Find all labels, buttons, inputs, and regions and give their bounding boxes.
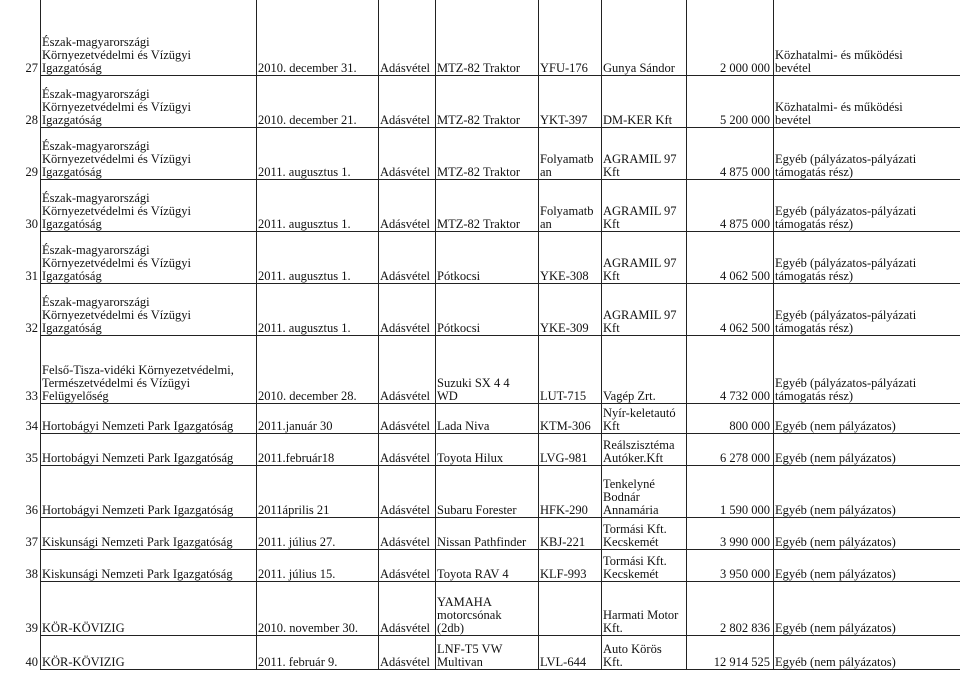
cell-vehicle: Pótkocsi [437, 321, 481, 335]
cell-transaction-type: Adásvétel [380, 217, 430, 231]
cell-plate: YKE-309 [540, 321, 589, 335]
cell-plate: HFK-290 [540, 503, 588, 517]
cell-organization: Kiskunsági Nemzeti Park Igazgatóság [42, 535, 233, 549]
cell-vehicle: MTZ-82 Traktor [437, 217, 520, 231]
cell-transaction-type: Adásvétel [380, 567, 430, 581]
cell-organization: KÖR-KÖVIZIG [42, 621, 125, 635]
cell-transaction-type: Adásvétel [380, 61, 430, 75]
cell-row-number: 34 [25, 419, 38, 433]
cell-row-number: 28 [25, 113, 38, 127]
cell-organization: KÖR-KÖVIZIG [42, 655, 125, 669]
table-row [0, 0, 960, 76]
cell-transaction-type: Adásvétel [380, 503, 430, 517]
cell-date: 2010. november 30. [258, 621, 358, 635]
table-row [0, 518, 960, 550]
cell-vehicle: Nissan Pathfinder [437, 535, 527, 549]
cell-row-number: 38 [25, 567, 38, 581]
cell-date: 2011. február 9. [258, 655, 338, 669]
cell-plate: LVG-981 [540, 451, 588, 465]
cell-funding-source: Egyéb (nem pályázatos) [775, 503, 896, 517]
table-row [0, 636, 960, 670]
cell-amount: 3 950 000 [720, 567, 770, 581]
cell-amount: 4 875 000 [720, 165, 770, 179]
cell-transaction-type: Adásvétel [380, 655, 430, 669]
cell-plate: KBJ-221 [540, 535, 586, 549]
cell-row-number: 31 [25, 269, 38, 283]
cell-transaction-type: Adásvétel [380, 535, 430, 549]
cell-funding-source: Egyéb (nem pályázatos) [775, 419, 896, 433]
cell-date: 2011.január 30 [258, 419, 333, 433]
cell-partner: Tenkelyné Bodnár Annamária [603, 477, 659, 517]
cell-row-number: 27 [25, 61, 38, 75]
cell-transaction-type: Adásvétel [380, 419, 430, 433]
cell-row-number: 36 [25, 503, 38, 517]
cell-row-number: 39 [25, 621, 38, 635]
cell-plate: YKT-397 [540, 113, 588, 127]
cell-vehicle: Subaru Forester [437, 503, 517, 517]
cell-partner: Tormási Kft. Kecskemét [603, 554, 667, 581]
cell-transaction-type: Adásvétel [380, 621, 430, 635]
cell-row-number: 35 [25, 451, 38, 465]
cell-organization: Hortobágyi Nemzeti Park Igazgatóság [42, 419, 234, 433]
cell-amount: 2 802 836 [720, 621, 770, 635]
cell-amount: 3 990 000 [720, 535, 770, 549]
cell-vehicle: MTZ-82 Traktor [437, 165, 520, 179]
cell-funding-source: Egyéb (nem pályázatos) [775, 451, 896, 465]
table-row [0, 128, 960, 180]
cell-partner: AGRAMIL 97 Kft [603, 256, 677, 283]
cell-organization: Felső-Tisza-vidéki Környezetvédelmi, Természetvédelmi és Vízügyi Felügyelőség [42, 363, 234, 403]
cell-amount: 4 875 000 [720, 217, 770, 231]
cell-vehicle: Toyota Hilux [437, 451, 504, 465]
cell-vehicle: Lada Niva [437, 419, 490, 433]
cell-plate: KTM-306 [540, 419, 591, 433]
cell-plate: KLF-993 [540, 567, 587, 581]
cell-organization: Észak-magyarországi Környezetvédelmi és Vízügyi Igazgatóság [42, 35, 192, 75]
cell-partner: AGRAMIL 97 Kft [603, 308, 677, 335]
table-row [0, 232, 960, 284]
cell-partner: Auto Körös Kft. [603, 642, 662, 669]
cell-organization: Hortobágyi Nemzeti Park Igazgatóság [42, 451, 234, 465]
cell-funding-source: Egyéb (pályázatos-pályázati támogatás rész) [775, 204, 917, 231]
cell-transaction-type: Adásvétel [380, 269, 430, 283]
cell-plate [538, 582, 601, 635]
cell-organization: Észak-magyarországi Környezetvédelmi és Vízügyi Igazgatóság [42, 191, 192, 231]
cell-row-number: 37 [25, 535, 38, 549]
cell-funding-source: Egyéb (nem pályázatos) [775, 567, 896, 581]
cell-amount: 800 000 [729, 419, 770, 433]
cell-organization: Észak-magyarországi Környezetvédelmi és Vízügyi Igazgatóság [42, 139, 192, 179]
cell-transaction-type: Adásvétel [380, 321, 430, 335]
cell-partner: AGRAMIL 97 Kft [603, 204, 677, 231]
cell-partner: DM-KER Kft [603, 113, 673, 127]
cell-date: 2011. augusztus 1. [258, 321, 351, 335]
cell-row-number: 32 [25, 321, 38, 335]
cell-partner: Vagép Zrt. [603, 389, 656, 403]
cell-date: 2011április 21 [258, 503, 330, 517]
cell-date: 2011.február18 [258, 451, 335, 465]
table-row [0, 336, 960, 404]
cell-row-number: 33 [25, 389, 38, 403]
cell-partner: Reálszisztéma Autóker.Kft [603, 438, 675, 465]
table-row [0, 404, 960, 434]
cell-plate: YKE-308 [540, 269, 589, 283]
cell-plate: LVL-644 [540, 655, 587, 669]
table-row [0, 466, 960, 518]
cell-date: 2011. augusztus 1. [258, 217, 351, 231]
cell-date: 2010. december 31. [258, 61, 357, 75]
cell-plate: LUT-715 [540, 389, 587, 403]
cell-vehicle: Toyota RAV 4 [437, 567, 509, 581]
cell-transaction-type: Adásvétel [380, 165, 430, 179]
cell-vehicle: YAMAHA motorcsónak (2db) [437, 595, 502, 635]
table-row [0, 550, 960, 582]
cell-partner: Gunya Sándor [603, 61, 675, 75]
cell-funding-source: Egyéb (pályázatos-pályázati támogatás rész) [775, 152, 917, 179]
cell-funding-source: Egyéb (nem pályázatos) [775, 621, 896, 635]
cell-row-number: 40 [25, 655, 38, 669]
cell-vehicle: Pótkocsi [437, 269, 481, 283]
cell-partner: AGRAMIL 97 Kft [603, 152, 677, 179]
cell-organization: Hortobágyi Nemzeti Park Igazgatóság [42, 503, 234, 517]
cell-vehicle: LNF-T5 VW Multivan [437, 642, 503, 669]
cell-date: 2010. december 21. [258, 113, 357, 127]
cell-plate: YFU-176 [540, 61, 588, 75]
cell-amount: 4 732 000 [720, 389, 770, 403]
cell-transaction-type: Adásvétel [380, 113, 430, 127]
table-row [0, 434, 960, 466]
cell-row-number: 30 [25, 217, 38, 231]
cell-date: 2011. július 27. [258, 535, 336, 549]
table-row [0, 284, 960, 336]
cell-date: 2011. július 15. [258, 567, 336, 581]
cell-organization: Észak-magyarországi Környezetvédelmi és Vízügyi Igazgatóság [42, 87, 192, 127]
cell-partner: Tormási Kft. Kecskemét [603, 522, 667, 549]
cell-organization: Kiskunsági Nemzeti Park Igazgatóság [42, 567, 233, 581]
cell-funding-source: Egyéb (pályázatos-pályázati támogatás rész) [775, 308, 917, 335]
cell-funding-source: Egyéb (pályázatos-pályázati támogatás rész) [775, 376, 917, 403]
cell-partner: Nyír-keletautó Kft [603, 406, 676, 433]
cell-row-number: 29 [25, 165, 38, 179]
cell-partner: Harmati Motor Kft. [603, 608, 679, 635]
cell-funding-source: Egyéb (nem pályázatos) [775, 655, 896, 669]
cell-organization: Észak-magyarországi Környezetvédelmi és Vízügyi Igazgatóság [42, 295, 192, 335]
cell-date: 2011. augusztus 1. [258, 269, 351, 283]
cell-vehicle: Suzuki SX 4 4 WD [437, 376, 510, 403]
cell-organization: Észak-magyarországi Környezetvédelmi és Vízügyi Igazgatóság [42, 243, 192, 283]
cell-transaction-type: Adásvétel [380, 389, 430, 403]
cell-vehicle: MTZ-82 Traktor [437, 61, 520, 75]
cell-vehicle: MTZ-82 Traktor [437, 113, 520, 127]
cell-amount: 5 200 000 [720, 113, 770, 127]
cell-funding-source: Egyéb (nem pályázatos) [775, 535, 896, 549]
cell-amount: 12 914 525 [713, 655, 770, 669]
table-row [0, 180, 960, 232]
cell-amount: 6 278 000 [720, 451, 770, 465]
cell-date: 2010. december 28. [258, 389, 357, 403]
cell-funding-source: Közhatalmi- és működési bevétel [775, 100, 903, 127]
cell-amount: 2 000 000 [720, 61, 770, 75]
cell-plate: Folyamatb an [540, 152, 594, 179]
cell-amount: 4 062 500 [720, 321, 770, 335]
cell-amount: 1 590 000 [720, 503, 770, 517]
table-row [0, 582, 960, 636]
cell-funding-source: Közhatalmi- és működési bevétel [775, 48, 903, 75]
cell-funding-source: Egyéb (pályázatos-pályázati támogatás rész) [775, 256, 917, 283]
cell-plate: Folyamatb an [540, 204, 594, 231]
cell-transaction-type: Adásvétel [380, 451, 430, 465]
cell-amount: 4 062 500 [720, 269, 770, 283]
table-row [0, 76, 960, 128]
cell-date: 2011. augusztus 1. [258, 165, 351, 179]
